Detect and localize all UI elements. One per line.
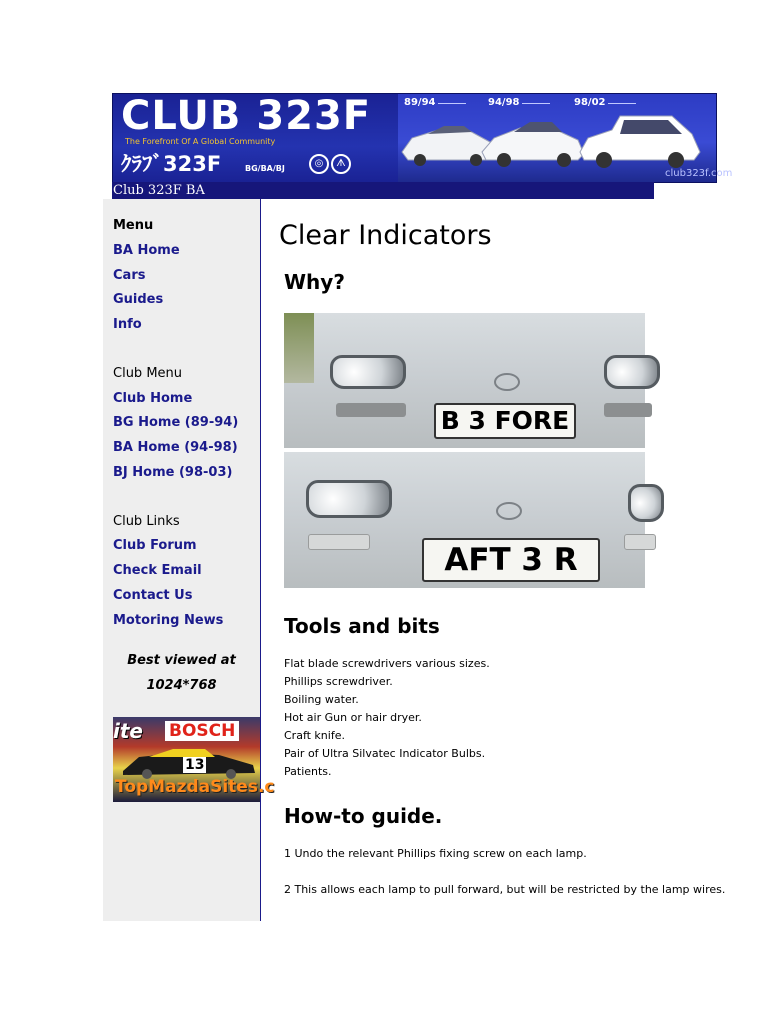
howto-step: 1 Undo the relevant Phillips fixing screw on each lamp. bbox=[284, 847, 587, 860]
tool-item: Patients. bbox=[284, 765, 332, 778]
banner-url: club323f.com bbox=[665, 168, 733, 179]
banner-year-label: 98/02 bbox=[574, 97, 606, 108]
best-viewed-line1: Best viewed at bbox=[127, 653, 236, 668]
mazda-logo-icon: ᗑ bbox=[331, 154, 351, 174]
tool-item: Pair of Ultra Silvatec Indicator Bulbs. bbox=[284, 747, 486, 760]
sidebar-menu-heading: Menu bbox=[113, 218, 154, 233]
headlamp-right bbox=[604, 355, 660, 389]
headlamp-right bbox=[628, 484, 664, 522]
sidebar-link-ba-home-club[interactable]: BA Home (94-98) bbox=[113, 440, 238, 455]
photo-before bbox=[284, 313, 645, 448]
site-title-bar: Club 323F BA bbox=[112, 182, 654, 199]
banner-year-label: 89/94 bbox=[404, 97, 436, 108]
howto-step: 2 This allows each lamp to pull forward, but will be restricted by the lamp wires. bbox=[284, 883, 726, 896]
badge-circle-icon: ◎ bbox=[309, 154, 329, 174]
headlamp-left bbox=[306, 480, 392, 518]
howto-heading: How-to guide. bbox=[284, 804, 443, 828]
ad-brand-text: BOSCH bbox=[165, 721, 239, 741]
sidebar-link-info[interactable]: Info bbox=[113, 317, 142, 332]
tool-item: Flat blade screwdrivers various sizes. bbox=[284, 657, 490, 670]
sidebar-link-ba-home[interactable]: BA Home bbox=[113, 243, 180, 258]
indicator-left bbox=[336, 403, 406, 417]
sidebar-club-links-heading: Club Links bbox=[113, 514, 180, 529]
banner-year-line bbox=[608, 103, 636, 104]
sidebar-link-guides[interactable]: Guides bbox=[113, 292, 164, 307]
sidebar-link-club-forum[interactable]: Club Forum bbox=[113, 538, 197, 553]
sidebar-divider bbox=[260, 199, 261, 921]
banner-tagline: The Forefront Of A Global Community bbox=[125, 137, 276, 146]
number-plate-before: B 3 FORE bbox=[434, 403, 576, 439]
site-banner[interactable] bbox=[112, 93, 733, 183]
sidebar-link-contact-us[interactable]: Contact Us bbox=[113, 588, 193, 603]
sidebar-link-bg-home[interactable]: BG Home (89-94) bbox=[113, 415, 239, 430]
sidebar-link-check-email[interactable]: Check Email bbox=[113, 563, 202, 578]
banner-badges bbox=[309, 154, 351, 174]
banner-models: BG/BA/BJ bbox=[245, 164, 285, 173]
top-mazda-sites-ad[interactable] bbox=[113, 717, 275, 802]
tool-item: Boiling water. bbox=[284, 693, 359, 706]
why-heading: Why? bbox=[284, 270, 345, 294]
ad-race-number: 13 bbox=[185, 757, 205, 773]
ad-top-text: ite bbox=[113, 719, 143, 743]
page-title: Clear Indicators bbox=[279, 220, 492, 251]
sidebar-link-motoring-news[interactable]: Motoring News bbox=[113, 613, 224, 628]
banner-year-line bbox=[438, 103, 466, 104]
banner-logo: CLUB 323F bbox=[121, 93, 372, 139]
indicator-right bbox=[604, 403, 652, 417]
banner-cars-area bbox=[398, 94, 733, 182]
banner-year-label: 94/98 bbox=[488, 97, 520, 108]
banner-logo-area bbox=[113, 94, 398, 182]
clear-indicator-right bbox=[624, 534, 656, 550]
banner-year-line bbox=[522, 103, 550, 104]
tool-item: Phillips screwdriver. bbox=[284, 675, 393, 688]
tool-item: Hot air Gun or hair dryer. bbox=[284, 711, 422, 724]
photo-after bbox=[284, 452, 645, 588]
car-ba-image bbox=[478, 112, 588, 168]
photo-background-grass bbox=[284, 313, 314, 383]
tools-heading: Tools and bits bbox=[284, 614, 440, 638]
number-plate-after: AFT 3 R bbox=[422, 538, 600, 582]
sidebar-link-cars[interactable]: Cars bbox=[113, 268, 146, 283]
mazda-badge-icon bbox=[494, 373, 520, 391]
car-bj-image bbox=[576, 108, 706, 170]
sidebar-link-bj-home[interactable]: BJ Home (98-03) bbox=[113, 465, 233, 480]
sidebar-link-club-home[interactable]: Club Home bbox=[113, 391, 193, 406]
sidebar-club-menu-heading: Club Menu bbox=[113, 366, 183, 381]
tool-item: Craft knife. bbox=[284, 729, 345, 742]
mazda-badge-icon bbox=[496, 502, 522, 520]
headlamp-left bbox=[330, 355, 406, 389]
ad-bottom-text: TopMazdaSites.c bbox=[115, 777, 275, 797]
banner-jp-logo: ｸﾗﾌﾞ323F bbox=[121, 152, 222, 176]
clear-indicator-left bbox=[308, 534, 370, 550]
best-viewed-line2: 1024*768 bbox=[146, 678, 217, 693]
